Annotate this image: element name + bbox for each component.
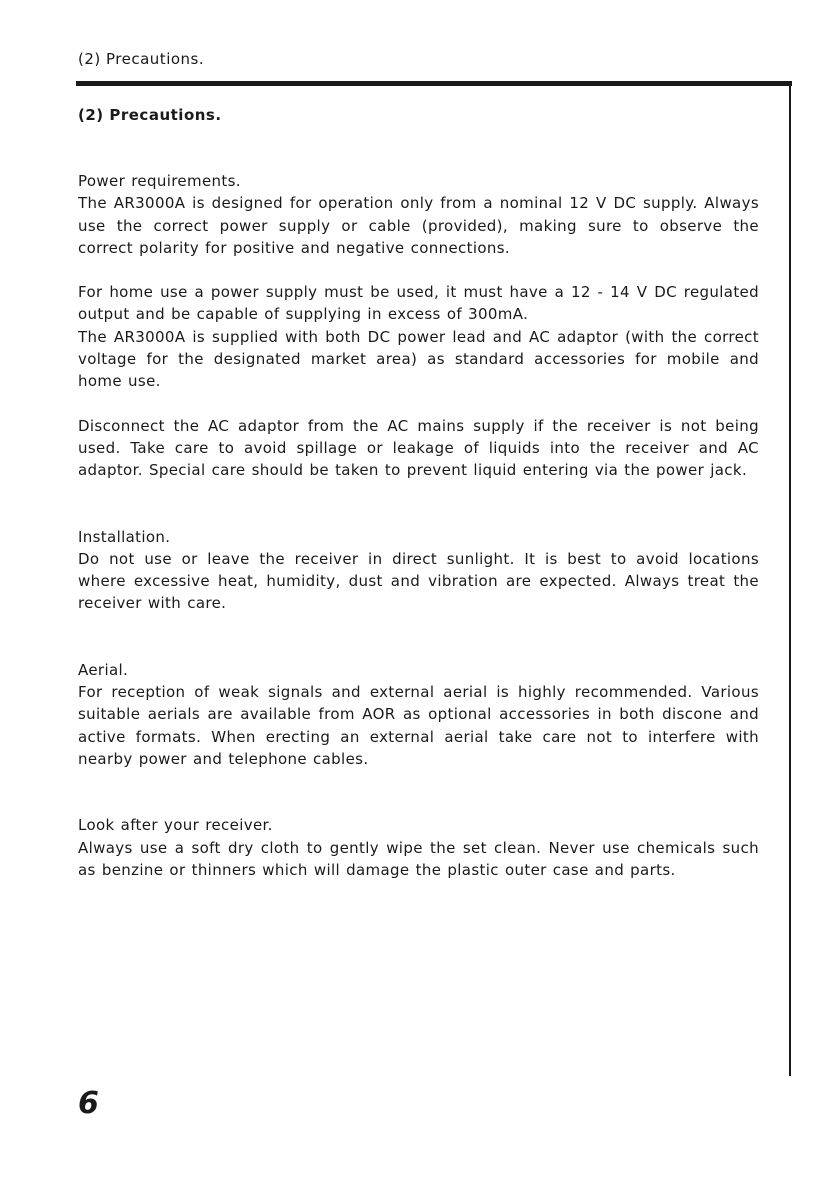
installation-section	[78, 526, 759, 615]
power-section	[78, 170, 759, 482]
care-paragraph: Always use a soft dry cloth to gently wipe the set clean. Never use chemicals such as benzine or thinners which will damage the plastic outer case and parts.	[78, 838, 759, 879]
power-paragraph-3: The AR3000A is supplied with both DC power lead and AC adaptor (with the correct voltage for the designated market area) as standard accessories for mobile and home use.	[78, 327, 759, 391]
power-paragraph-2: For home use a power supply must be used, it must have a 12 - 14 V DC regulated output and be capable of supplying in excess of 300mA.	[78, 283, 759, 324]
running-header: (2) Precautions.	[78, 50, 205, 68]
side-rule	[789, 86, 791, 1076]
page-number: 6	[78, 1086, 99, 1121]
care-heading: Look after your receiver.	[78, 816, 273, 835]
power-heading: Power requirements.	[78, 172, 241, 190]
installation-paragraph: Do not use or leave the receiver in direct sunlight. It is best to avoid locations where excessive heat, humidity, dust and vibration are expected. Always treat the receiver with care.	[78, 549, 759, 613]
power-paragraph-1: The AR3000A is designed for operation only from a nominal 12 V DC supply. Always use the correct power supply or cable (provided), making sure to observe the correct polarity for positive and negative connections.	[78, 194, 759, 257]
installation-heading: Installation.	[78, 527, 171, 546]
section-title: (2) Precautions.	[78, 106, 222, 124]
header-rule	[76, 81, 792, 86]
power-paragraph-4: Disconnect the AC adaptor from the AC mains supply if the receiver is not being used. Take care to avoid spillage or leakage of liquids into the receiver and AC adaptor. Special care should be taken to prevent liquid entering via the power jack.	[78, 416, 759, 480]
page-content	[78, 170, 759, 881]
aerial-paragraph: For reception of weak signals and external aerial is highly recommended. Various suitable aerials are available from AOR as optional accessories in both discone and active formats. When erecting an external aerial take care not to interfere with nearby power and telephone cables.	[78, 683, 759, 768]
care-section	[78, 814, 759, 881]
aerial-section	[78, 659, 759, 770]
aerial-heading: Aerial.	[78, 660, 129, 679]
